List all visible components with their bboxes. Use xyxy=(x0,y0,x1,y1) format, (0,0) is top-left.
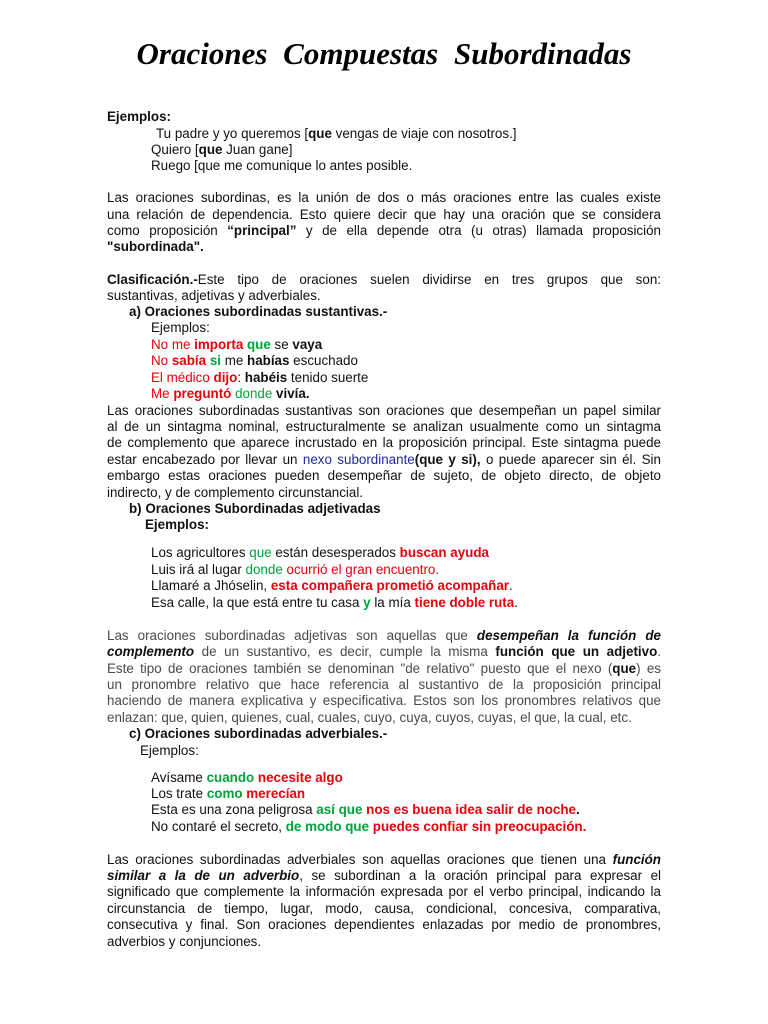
adverbiales-paragraph-line-6: adverbios y conjunciones. xyxy=(107,934,262,949)
sustantivas-paragraph-line-1: Las oraciones subordinadas sustantivas son oraciones que desempeñan un papel similar xyxy=(107,403,661,418)
sustantivas-paragraph-line-5: embargo estas oraciones pueden desempeñar de sujeto, de objeto directo, de objeto xyxy=(107,468,661,483)
intro-line-2: una relación de dependencia. Esto quiere decir que hay una oración que se considera xyxy=(107,207,661,222)
sustantivas-ejemplos-label: Ejemplos: xyxy=(151,320,210,335)
adjetivas-paragraph-line-1: Las oraciones subordinadas adjetivas son aquellas que desempeñan la función de xyxy=(107,628,661,643)
adverbiales-paragraph-line-5: consecutiva y final. Son oraciones dependientes enlazadas por medio de pronombres, xyxy=(107,917,661,932)
sustantivas-paragraph-line-6: indirecto, y de complemento circunstancial. xyxy=(107,485,364,500)
adjetivas-example-2: Luis irá al lugar donde ocurrió el gran encuentro. xyxy=(151,562,440,577)
sustantivas-paragraph-line-3: de complemento que aparece incrustado en la proposición principal. Este sintagma puede xyxy=(107,435,661,450)
page-title: Oraciones Compuestas Subordinadas xyxy=(136,36,632,71)
adjetivas-paragraph-line-3: Este tipo de oraciones también se denominan "de relativo" puesto que el nexo (que) es xyxy=(107,661,661,676)
adverbiales-paragraph-line-4: circunstancia de tiempo, lugar, modo, causa, condicional, concesiva, comparativa, xyxy=(107,901,661,916)
adverbiales-ejemplos-label: Ejemplos: xyxy=(140,743,199,758)
sustantivas-paragraph-line-4: estar encabezado por llevar un nexo subordinante(que y si), o puede aparecer sin él. Sin xyxy=(107,452,661,467)
adverbiales-example-3: Esta es una zona peligrosa así que nos es buena idea salir de noche. xyxy=(151,802,580,817)
intro-line-4: "subordinada". xyxy=(107,239,204,254)
sustantivas-example-2: No sabía si me habías escuchado xyxy=(151,353,358,368)
adverbiales-example-1: Avísame cuando necesite algo xyxy=(151,770,343,785)
clasificacion-line-2: sustantivas, adjetivas y adverbiales. xyxy=(107,288,321,303)
clasificacion-line-1: Clasificación.-Este tipo de oraciones suelen dividirse en tres grupos que son: xyxy=(107,272,661,287)
adjetivas-paragraph-line-5: haciendo de manera explicativa y especificativa. Estos son los pronombres relativos que xyxy=(107,693,661,708)
adjetivas-example-3: Llamaré a Jhóselin, esta compañera prometió acompañar. xyxy=(151,578,513,593)
ejemplo-line-1: Tu padre y yo queremos [que vengas de viaje con nosotros.] xyxy=(156,126,517,141)
adverbiales-paragraph-line-2: similar a la de un adverbio, se subordinan a la oración principal para expresar el xyxy=(107,868,661,883)
intro-line-1: Las oraciones subordinas, es la unión de dos o más oraciones entre las cuales existe xyxy=(107,190,661,205)
ejemplo-line-3: Ruego [que me comunique lo antes posible. xyxy=(151,158,413,173)
adverbiales-example-4: No contaré el secreto, de modo que puedes confiar sin preocupación. xyxy=(151,819,587,834)
sustantivas-example-1: No me importa que se vaya xyxy=(151,337,323,352)
ejemplos-heading: Ejemplos: xyxy=(107,109,171,124)
intro-line-3: como proposición “principal” y de ella depende otra (u otras) llamada proposición xyxy=(107,223,661,238)
sustantivas-heading: a) Oraciones subordinadas sustantivas.- xyxy=(129,304,388,319)
adjetivas-paragraph-line-2: complemento de un sustantivo, es decir, cumple la misma función que un adjetivo. xyxy=(107,644,661,659)
sustantivas-example-3: El médico dijo: habéis tenido suerte xyxy=(151,370,369,385)
sustantivas-example-4: Me preguntó donde vivía. xyxy=(151,386,310,401)
adjetivas-paragraph-line-6: enlazan: que, quien, quienes, cual, cuales, cuyo, cuya, cuyos, cuyas, el que, la cual, etc. xyxy=(107,710,632,725)
adjetivas-example-1: Los agricultores que están desesperados buscan ayuda xyxy=(151,545,489,560)
adverbiales-paragraph-line-3: significado que complemente la información expresada por el verbo principal, indicando la xyxy=(107,884,661,899)
adverbiales-paragraph-line-1: Las oraciones subordinadas adverbiales son aquellas oraciones que tienen una función xyxy=(107,852,661,867)
adjetivas-ejemplos-label: Ejemplos: xyxy=(145,517,209,532)
adverbiales-example-2: Los trate como merecían xyxy=(151,786,306,801)
ejemplo-line-2: Quiero [que Juan gane] xyxy=(151,142,293,157)
sustantivas-paragraph-line-2: al de un sintagma nominal, estructuralmente se analizan usualmente como un sintagma xyxy=(107,419,661,434)
adverbiales-heading: c) Oraciones subordinadas adverbiales.- xyxy=(129,726,388,741)
adjetivas-example-4: Esa calle, la que está entre tu casa y la mía tiene doble ruta. xyxy=(151,595,518,610)
adjetivas-heading: b) Oraciones Subordinadas adjetivadas xyxy=(129,501,381,516)
adjetivas-paragraph-line-4: un pronombre relativo que hace referencia al sustantivo de la proposición principal xyxy=(107,677,661,692)
